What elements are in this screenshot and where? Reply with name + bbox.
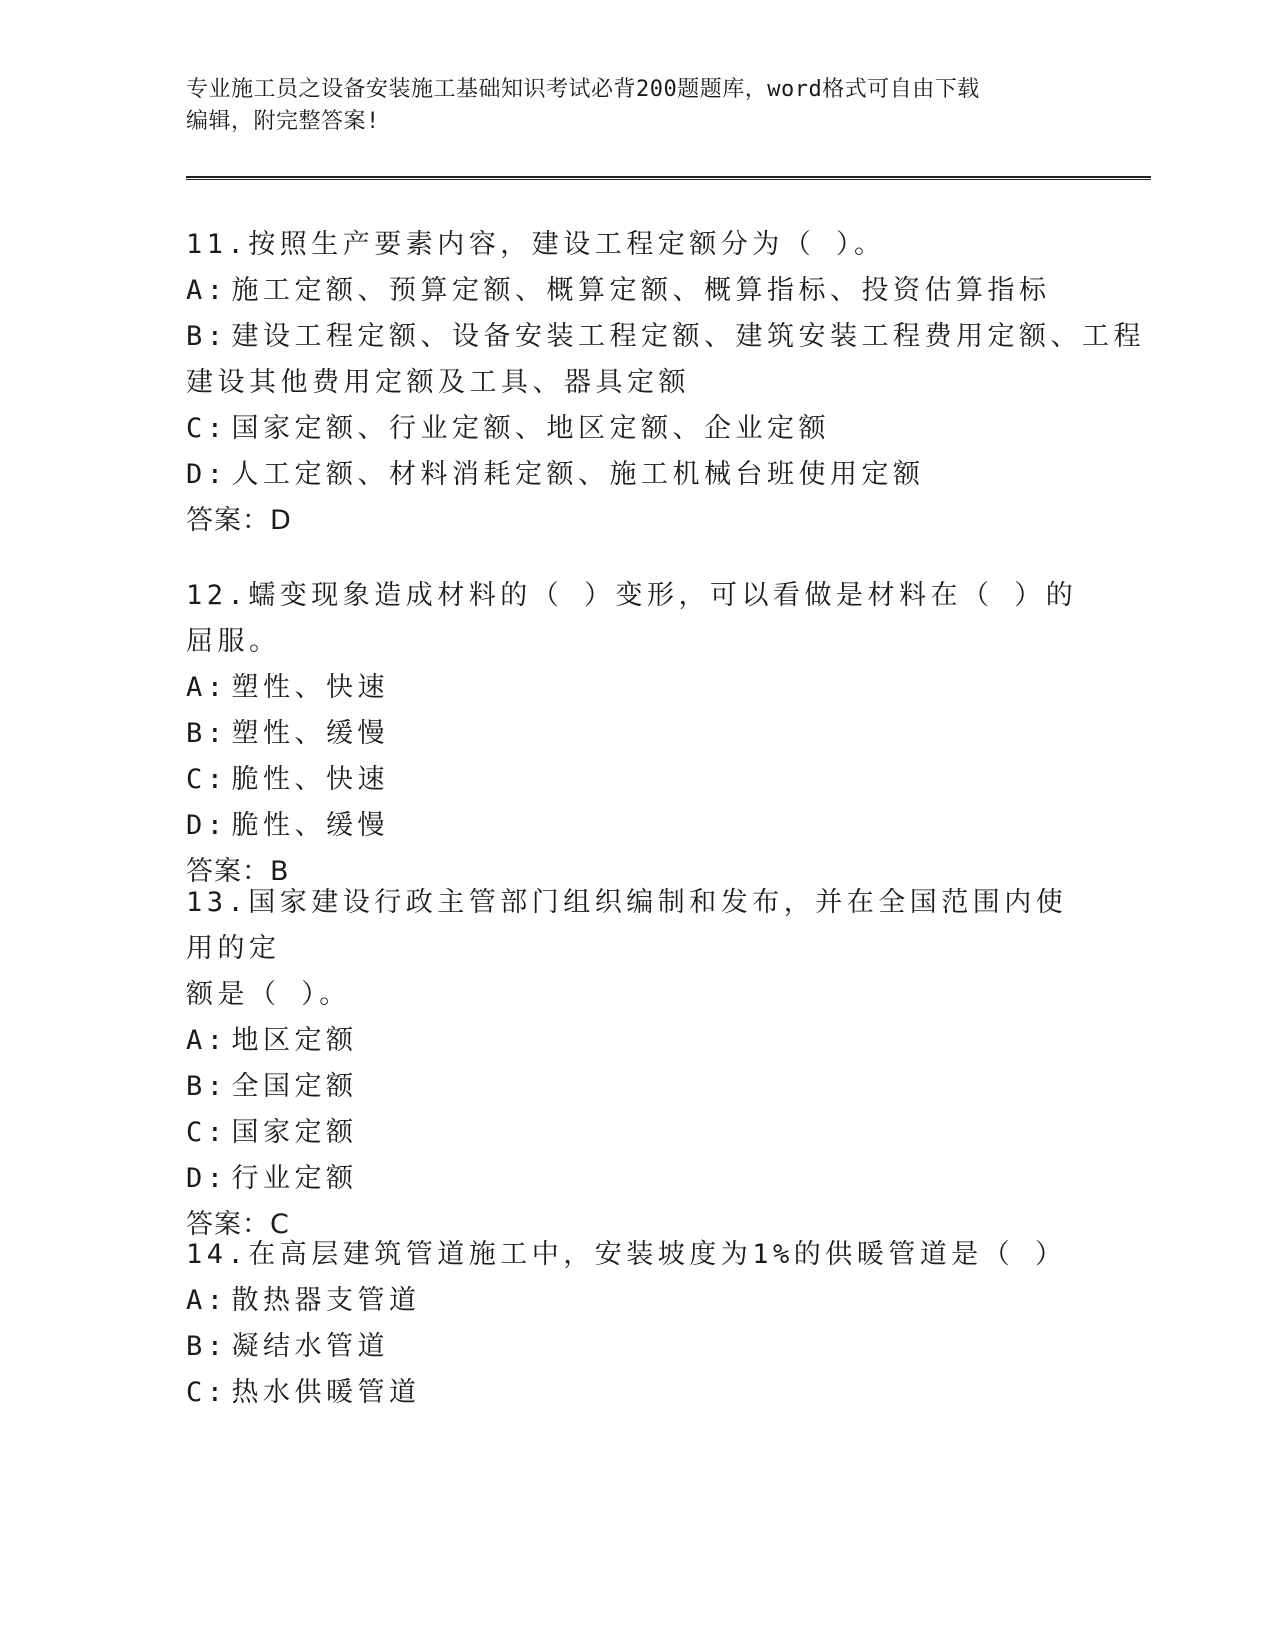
- option-b: [186, 314, 1146, 360]
- option-b: [186, 1064, 1086, 1110]
- option-text: 国家定额、行业定额、地区定额、企业定额: [231, 413, 831, 444]
- option-text: 凝结水管道: [231, 1331, 390, 1362]
- option-key: C:: [186, 764, 228, 795]
- question-11: [186, 222, 1146, 544]
- option-key: B:: [186, 1071, 228, 1102]
- option-key: D:: [186, 1163, 228, 1194]
- option-key: A:: [186, 1285, 228, 1316]
- option-text: 国家定额: [231, 1117, 358, 1148]
- option-text: 热水供暖管道: [231, 1377, 421, 1408]
- option-text: 施工定额、预算定额、概算定额、概算指标、投资估算指标: [231, 275, 1051, 306]
- option-key: D:: [186, 459, 228, 490]
- option-text: 地区定额: [231, 1025, 358, 1056]
- option-b: [186, 1324, 1086, 1370]
- option-key: B:: [186, 718, 228, 749]
- option-text: 塑性、缓慢: [231, 718, 390, 749]
- option-text: 塑性、快速: [231, 672, 390, 703]
- option-c: [186, 1370, 1086, 1416]
- option-text: 脆性、快速: [231, 764, 390, 795]
- option-key: B:: [186, 321, 228, 352]
- option-d: [186, 803, 1086, 849]
- option-key: C:: [186, 413, 228, 444]
- question-13: [186, 880, 1086, 1248]
- option-c: [186, 1110, 1086, 1156]
- question-stem: 13.国家建设行政主管部门组织编制和发布，并在全国范围内使用的定: [186, 887, 1068, 964]
- header-line-2: 编辑，附完整答案!: [186, 109, 380, 134]
- answer-line: 答案：D: [186, 505, 292, 536]
- option-key: C:: [186, 1377, 228, 1408]
- option-a: [186, 1018, 1086, 1064]
- option-key: D:: [186, 810, 228, 841]
- option-key: A:: [186, 672, 228, 703]
- question-stem: 14.在高层建筑管道施工中，安装坡度为1%的供暖管道是（ ）: [186, 1239, 1067, 1270]
- option-key: A:: [186, 1025, 228, 1056]
- option-b: [186, 711, 1086, 757]
- answer-line: 答案：C: [186, 1209, 290, 1240]
- header-line-1: 专业施工员之设备安装施工基础知识考试必背200题题库，word格式可自由下载: [186, 77, 980, 102]
- option-text: 行业定额: [231, 1163, 358, 1194]
- header-divider: [186, 176, 1151, 180]
- option-c: [186, 406, 1086, 452]
- option-d: [186, 452, 1086, 498]
- option-a: [186, 1278, 1086, 1324]
- option-key: C:: [186, 1117, 228, 1148]
- option-a: [186, 665, 1086, 711]
- option-a: [186, 268, 1086, 314]
- option-c: [186, 757, 1086, 803]
- answer-line: 答案：B: [186, 856, 290, 887]
- option-d: [186, 1156, 1086, 1202]
- option-text: 建设工程定额、设备安装工程定额、建筑安装工程费用定额、工程: [231, 321, 1146, 352]
- option-key: B:: [186, 1331, 228, 1362]
- option-text: 脆性、缓慢: [231, 810, 390, 841]
- question-14: [186, 1232, 1086, 1416]
- option-text: 全国定额: [231, 1071, 358, 1102]
- option-text: 人工定额、材料消耗定额、施工机械台班使用定额: [231, 459, 925, 490]
- option-text: 散热器支管道: [231, 1285, 421, 1316]
- question-stem-continuation: 额是（ ）。: [186, 979, 351, 1010]
- question-stem: 11.按照生产要素内容，建设工程定额分为（ ）。: [186, 229, 886, 260]
- option-key: A:: [186, 275, 228, 306]
- option-b-continuation: 建设其他费用定额及工具、器具定额: [186, 367, 690, 398]
- question-12: [186, 573, 1086, 895]
- document-header: [186, 74, 1086, 138]
- question-stem: 12.蠕变现象造成材料的（ ）变形，可以看做是材料在（ ）的屈服。: [186, 580, 1078, 657]
